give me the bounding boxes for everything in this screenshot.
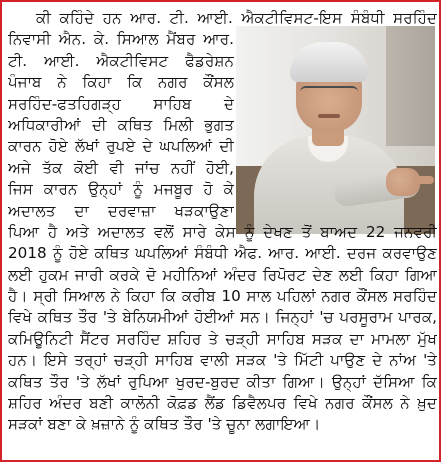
article-line: ਅਜੇ ਤੱਕ ਕੋਈ ਵੀ ਜਾਂਚ ਨਹੀਂ ਹੋਈ, <box>8 158 234 177</box>
article-line: ਪੰਜਾਬ ਨੇ ਕਿਹਾ ਕਿ ਨਗਰ ਕੌਂਸਲ <box>8 73 234 92</box>
article-line: ਕਾਰਨ ਹੋਏ ਲੱਖਾਂ ਰੁਪਏ ਦੇ ਘਪਲਿਆਂ ਦੀ <box>8 137 234 156</box>
article-line: ਅਧਿਕਾਰੀਆਂ ਦੀ ਕਥਿਤ ਮਿਲੀ ਭੁਗਤ <box>8 115 234 134</box>
article-line: ਸੜਕਾਂ ਬਣਾ ਕੇ ਖ਼ਜ਼ਾਨੇ ਨੂੰ ਕਥਿਤ ਤੌਰ 'ਤੇ ਚੂਨਾ ਲਗਾਇਆ। <box>8 415 321 434</box>
article-line: ਕਥਿਤ ਤੌਰ 'ਤੇ ਲੱਖਾਂ ਰੁਪਿਆ ਖੁਰਦ-ਬੁਰਦ ਕੀਤਾ ਗਿਆ। ਉਨ੍ਹਾਂ ਦੱਸਿਆ ਕਿ <box>8 372 437 391</box>
article-line: ਟੀ. ਆਈ. ਐਕਟੀਵਿਸਟ ਫੈਡਰੇਸ਼ਨ <box>8 51 234 70</box>
article-line: ਵਿਖੇ ਕਥਿਤ ਤੌਰ 'ਤੇ ਬੇਨਿਯਮੀਆਂ ਹੋਈਆਂ ਸਨ। ਜਿਨ੍ਹਾਂ 'ਚ ਪਰਸੂਰਾਮ ਪਾਰਕ, <box>8 308 437 327</box>
article-line: ਸਰਹਿੰਦ-ਫਤਹਿਗੜ੍ਹ ਸਾਹਿਬ ਦੇ <box>8 94 234 113</box>
article-line: ਅਦਾਲਤ ਦਾ ਦਰਵਾਜ਼ਾ ਖੜਕਾਉਣਾ <box>8 201 234 220</box>
article-line: ਲਈ ਹੁਕਮ ਜਾਰੀ ਕਰਕੇ ਦੋ ਮਹੀਨਿਆਂ ਅੰਦਰ ਰਿਪੋਰਟ ਦੇਣ ਲਈ ਕਿਹਾ ਗਿਆ <box>8 265 437 284</box>
article-text <box>8 8 437 436</box>
article-line: ਸ਼ਹਿਰ ਅੰਦਰ ਬਣੀ ਕਾਲੋਨੀ ਕੋਫ਼ਡ ਲੈਂਡ ਡਿਵੈਲਪਰ ਵਿਖੇ ਨਗਰ ਕੌਂਸਲ ਨੇ ਖ਼ੁਦ <box>8 394 437 413</box>
article-line: ਨਿਵਾਸੀ ਐਨ. ਕੇ. ਸਿਆਲ ਮੈਂਬਰ ਆਰ. <box>8 30 234 49</box>
article-line: 2018 ਨੂੰ ਹੋਏ ਕਥਿਤ ਘਪਲਿਆਂ ਸੰਬੰਧੀ ਐਫ. ਆਰ. ਆਈ. ਦਰਜ ਕਰਵਾਉਣ <box>8 244 437 263</box>
article-line: ਹਨ। ਇਸੇ ਤਰ੍ਹਾਂ ਚੜ੍ਹੀ ਸਾਹਿਬ ਵਾਲੀ ਸੜਕ 'ਤੇ ਮਿੱਟੀ ਪਾਉਣ ਦੇ ਨਾਂਅ 'ਤੇ <box>8 351 437 370</box>
article-line: ਕਮਿਊਨਿਟੀ ਸੈਂਟਰ ਸਰਹਿੰਦ ਸ਼ਹਿਰ ਤੇ ਚੜ੍ਹੀ ਸਾਹਿਬ ਸੜਕ ਦਾ ਮਾਮਲਾ ਮੁੱਖ <box>8 329 437 348</box>
article-line: ਪਿਆ ਹੈ ਅਤੇ ਅਦਾਲਤ ਵਲੋਂ ਸਾਰੇ ਕੇਸ ਨੂੰ ਦੇਖਣ ਤੋਂ ਬਾਅਦ 22 ਜਨਵਰੀ <box>8 222 437 241</box>
article-line: ਹੈ। ਸ੍ਰੀ ਸਿਆਲ ਨੇ ਕਿਹਾ ਕਿ ਕਰੀਬ 10 ਸਾਲ ਪਹਿਲਾਂ ਨਗਰ ਕੌਂਸਲ ਸਰਹਿੰਦ <box>8 287 437 306</box>
article-line: ਕੀ ਕਹਿੰਦੇ ਹਨ ਆਰ. ਟੀ. ਆਈ. ਐਕਟੀਵਿਸਟ-ਇਸ ਸੰਬੰਧੀ ਸਰਹਿੰਦ <box>36 9 437 27</box>
article-line: ਜਿਸ ਕਾਰਨ ਉਨ੍ਹਾਂ ਨੂੰ ਮਜਬੂਰ ਹੋ ਕੇ <box>8 180 234 199</box>
